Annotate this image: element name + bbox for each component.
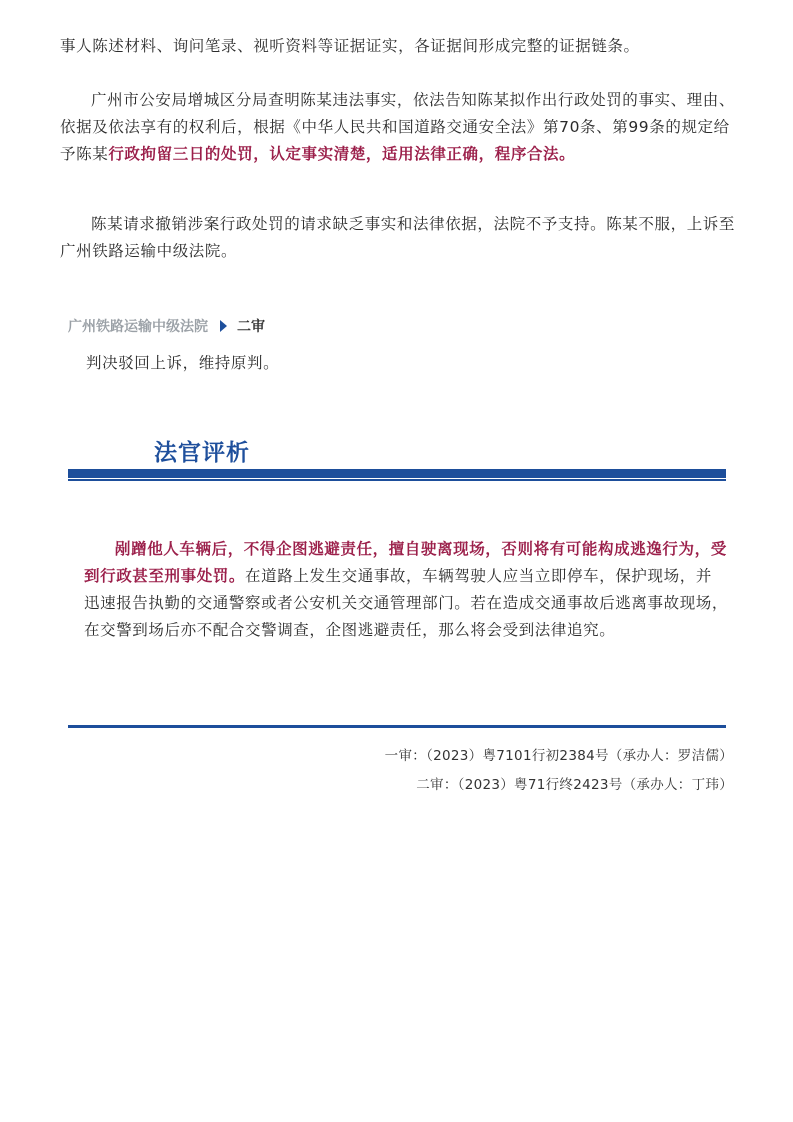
footer-divider: [68, 725, 726, 728]
judge-comment-text: 在道路上发生交通事故，车辆驾驶人应当立即停车，保护现场，并迅速报告执勤的交通警察或者公安机关交通管理部门。若在造成交通事故后逃离事故现场，在交警到场后亦不配合交警调查，企图逃避责任，那么将会受到法律追究。: [84, 567, 729, 639]
judge-comment-body: [84, 536, 728, 644]
paragraph-evidence: 事人陈述材料、询问笔录、视听资料等证据证实，各证据间形成完整的证据链条。: [60, 37, 640, 55]
second-instance-heading: [68, 316, 265, 336]
section-divider-thin: [68, 479, 726, 481]
facts-text: 广州市公安局增城区分局查明陈某违法事实，依法告知陈某拟作出行政处罚的事实、理由、依据及依法享有的权利后，根据《中华人民共和国道路交通安全法》第70条、第99条的规定给予陈某: [60, 91, 736, 163]
section-divider-thick: [68, 469, 726, 478]
paragraph-appeal: 陈某请求撤销涉案行政处罚的请求缺乏事实和法律依据，法院不予支持。陈某不服，上诉至广州铁路运输中级法院。: [60, 215, 736, 260]
case-ref-second-instance: 二审：（2023）粤71行终2423号（承办人：丁玮）: [416, 777, 733, 793]
court-name: 广州铁路运输中级法院: [68, 319, 208, 335]
paragraph-facts: [60, 87, 740, 168]
judge-comment-highlight: 剐蹭他人车辆后，不得企图逃避责任，擅自驶离现场，否则将有可能构成逃逸行为，受到行政甚至刑事处罚。: [84, 540, 727, 585]
case-ref-first-instance: 一审：（2023）粤7101行初2384号（承办人：罗洁儒）: [384, 748, 733, 764]
arrow-right-icon: [220, 320, 227, 332]
second-instance-ruling: 判决驳回上诉，维持原判。: [86, 354, 280, 372]
instance-stage: 二审: [237, 319, 265, 335]
facts-highlight: 行政拘留三日的处罚，认定事实清楚，适用法律正确，程序合法。: [108, 145, 576, 163]
section-title-judge-comment: 法官评析: [154, 440, 250, 466]
